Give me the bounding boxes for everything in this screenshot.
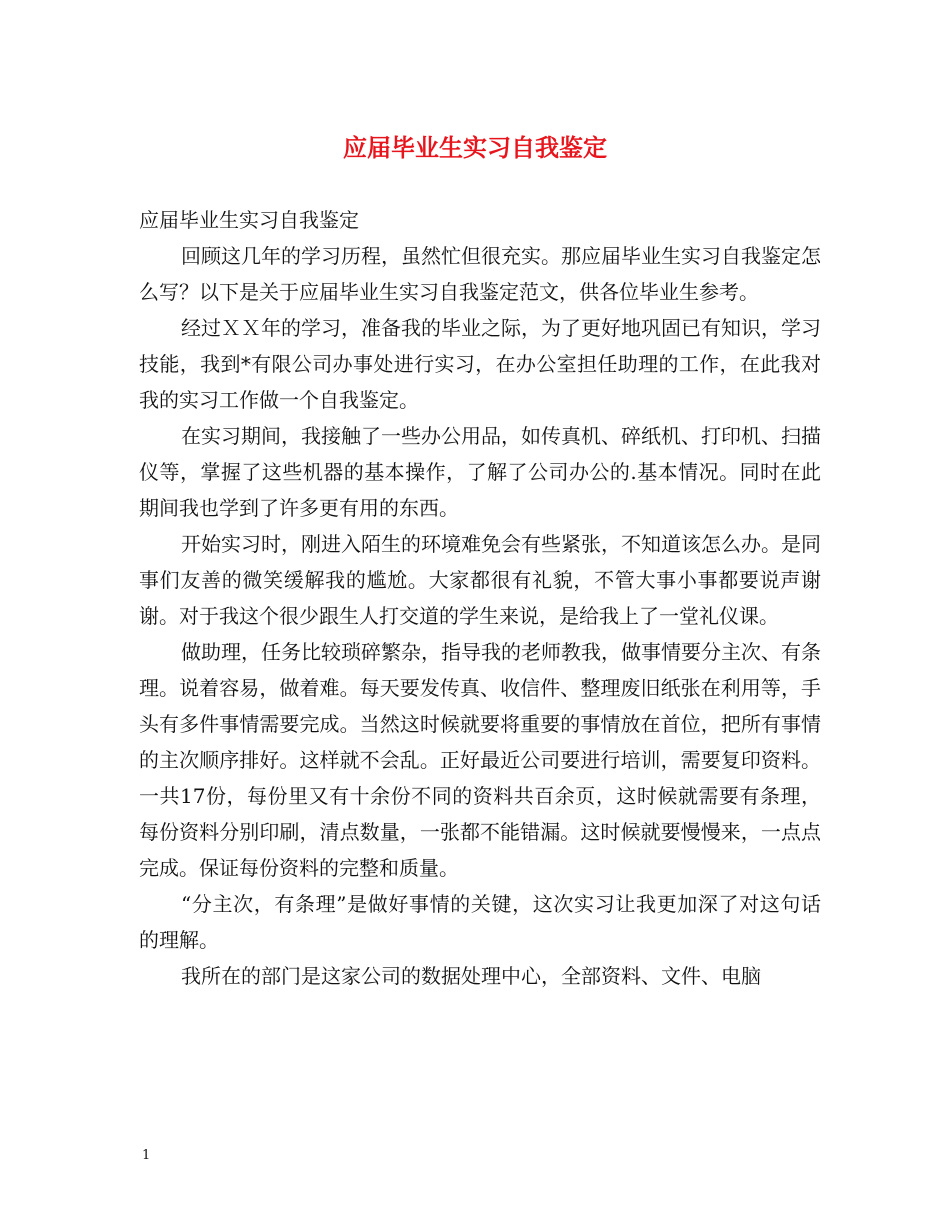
paragraph-7: 我所在的部门是这家公司的数据处理中心，全部资料、文件、电脑 xyxy=(181,964,761,988)
document-body xyxy=(139,202,821,994)
paragraph-3: 在实习期间，我接触了一些办公用品，如传真机、碎纸机、打印机、扫描仪等，掌握了这些机器的基本操作，了解了公司办公的.基本情况。同时在此期间我也学到了许多更有用的东西。 xyxy=(139,424,821,520)
paragraph-2: 经过ＸＸ年的学习，准备我的毕业之际，为了更好地巩固已有知识，学习技能，我到*有限公司办事处进行实习，在办公室担任助理的工作，在此我对我的实习工作做一个自我鉴定。 xyxy=(139,316,821,412)
paragraph-1: 回顾这几年的学习历程，虽然忙但很充实。那应届毕业生实习自我鉴定怎么写？以下是关于应届毕业生实习自我鉴定范文，供各位毕业生参考。 xyxy=(139,244,821,304)
paragraph-6: “分主次，有条理”是做好事情的关键，这次实习让我更加深了对这句话的理解。 xyxy=(139,892,821,952)
document-title: 应届毕业生实习自我鉴定 xyxy=(343,133,607,162)
paragraph-5: 做助理，任务比较琐碎繁杂，指导我的老师教我，做事情要分主次、有条理。说着容易，做着难。每天要发传真、收信件、整理废旧纸张在利用等，手头有多件事情需要完成。当然这时候就要将重要的事情放在首位，把所有事情的主次顺序排好。这样就不会乱。正好最近公司要进行培训，需要复印资料。一共17份，每份里又有十余份不同的资料共百余页，这时候就需要有条理，每份资料分别印刷，清点数量，一张都不能错漏。这时候就要慢慢来，一点点完成。保证每份资料的完整和质量。 xyxy=(139,640,821,880)
paragraph-4: 开始实习时，刚进入陌生的环境难免会有些紧张，不知道该怎么办。是同事们友善的微笑缓解我的尴尬。大家都很有礼貌，不管大事小事都要说声谢谢。对于我这个很少跟生人打交道的学生来说，是给我上了一堂礼仪课。 xyxy=(139,532,821,628)
page-number: 1 xyxy=(142,1148,151,1163)
document-subtitle: 应届毕业生实习自我鉴定 xyxy=(139,208,359,232)
